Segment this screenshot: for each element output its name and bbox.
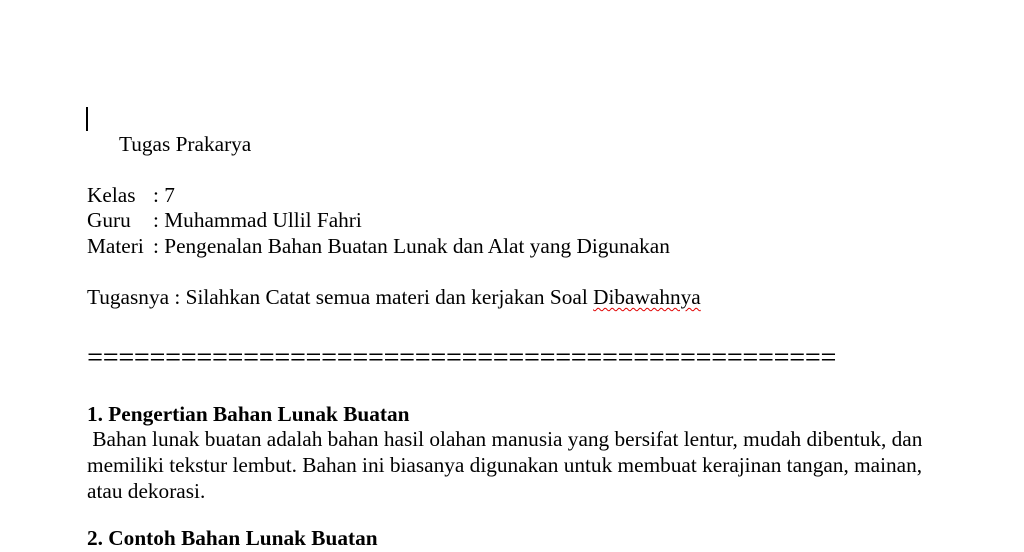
- materi-label: Materi: [87, 233, 144, 258]
- separator-line: ================================================: [87, 346, 836, 371]
- blank-line: [87, 260, 932, 286]
- title-line: [87, 106, 932, 183]
- task-text: Tugasnya : Silahkan Catat semua materi dan kerjakan Soal: [87, 285, 594, 310]
- section1-heading: 1. Pengertian Bahan Lunak Buatan: [87, 401, 410, 426]
- materi-line: [87, 234, 932, 260]
- text-cursor: [86, 107, 88, 131]
- guru-line: [87, 208, 932, 234]
- task-line: [87, 285, 932, 311]
- section1-paragraph: [87, 427, 932, 504]
- kelas-label: Kelas: [87, 182, 136, 207]
- kelas-line: [87, 183, 932, 209]
- section2-heading: 2. Contoh Bahan Lunak Buatan: [87, 526, 378, 551]
- blank-line: [87, 504, 932, 526]
- blank-line: [87, 311, 932, 344]
- guru-label: Guru: [87, 208, 131, 233]
- document-body[interactable]: [87, 106, 932, 552]
- guru-value: : Muhammad Ullil Fahri: [153, 208, 362, 233]
- blank-line: [87, 374, 932, 402]
- misspelled-word[interactable]: Dibawahnya: [593, 285, 701, 310]
- materi-value: : Pengenalan Bahan Buatan Lunak dan Alat yang Digunakan: [153, 233, 670, 258]
- document-title: Tugas Prakarya: [118, 131, 252, 156]
- section1-body: Bahan lunak buatan adalah bahan hasil olahan manusia yang bersifat lentur, mudah dibentuk, dan memiliki tekstur lembut. Bahan ini biasanya digunakan untuk membuat kerajinan tangan, mainan, atau dekorasi.: [87, 427, 923, 503]
- kelas-value: : 7: [153, 182, 175, 207]
